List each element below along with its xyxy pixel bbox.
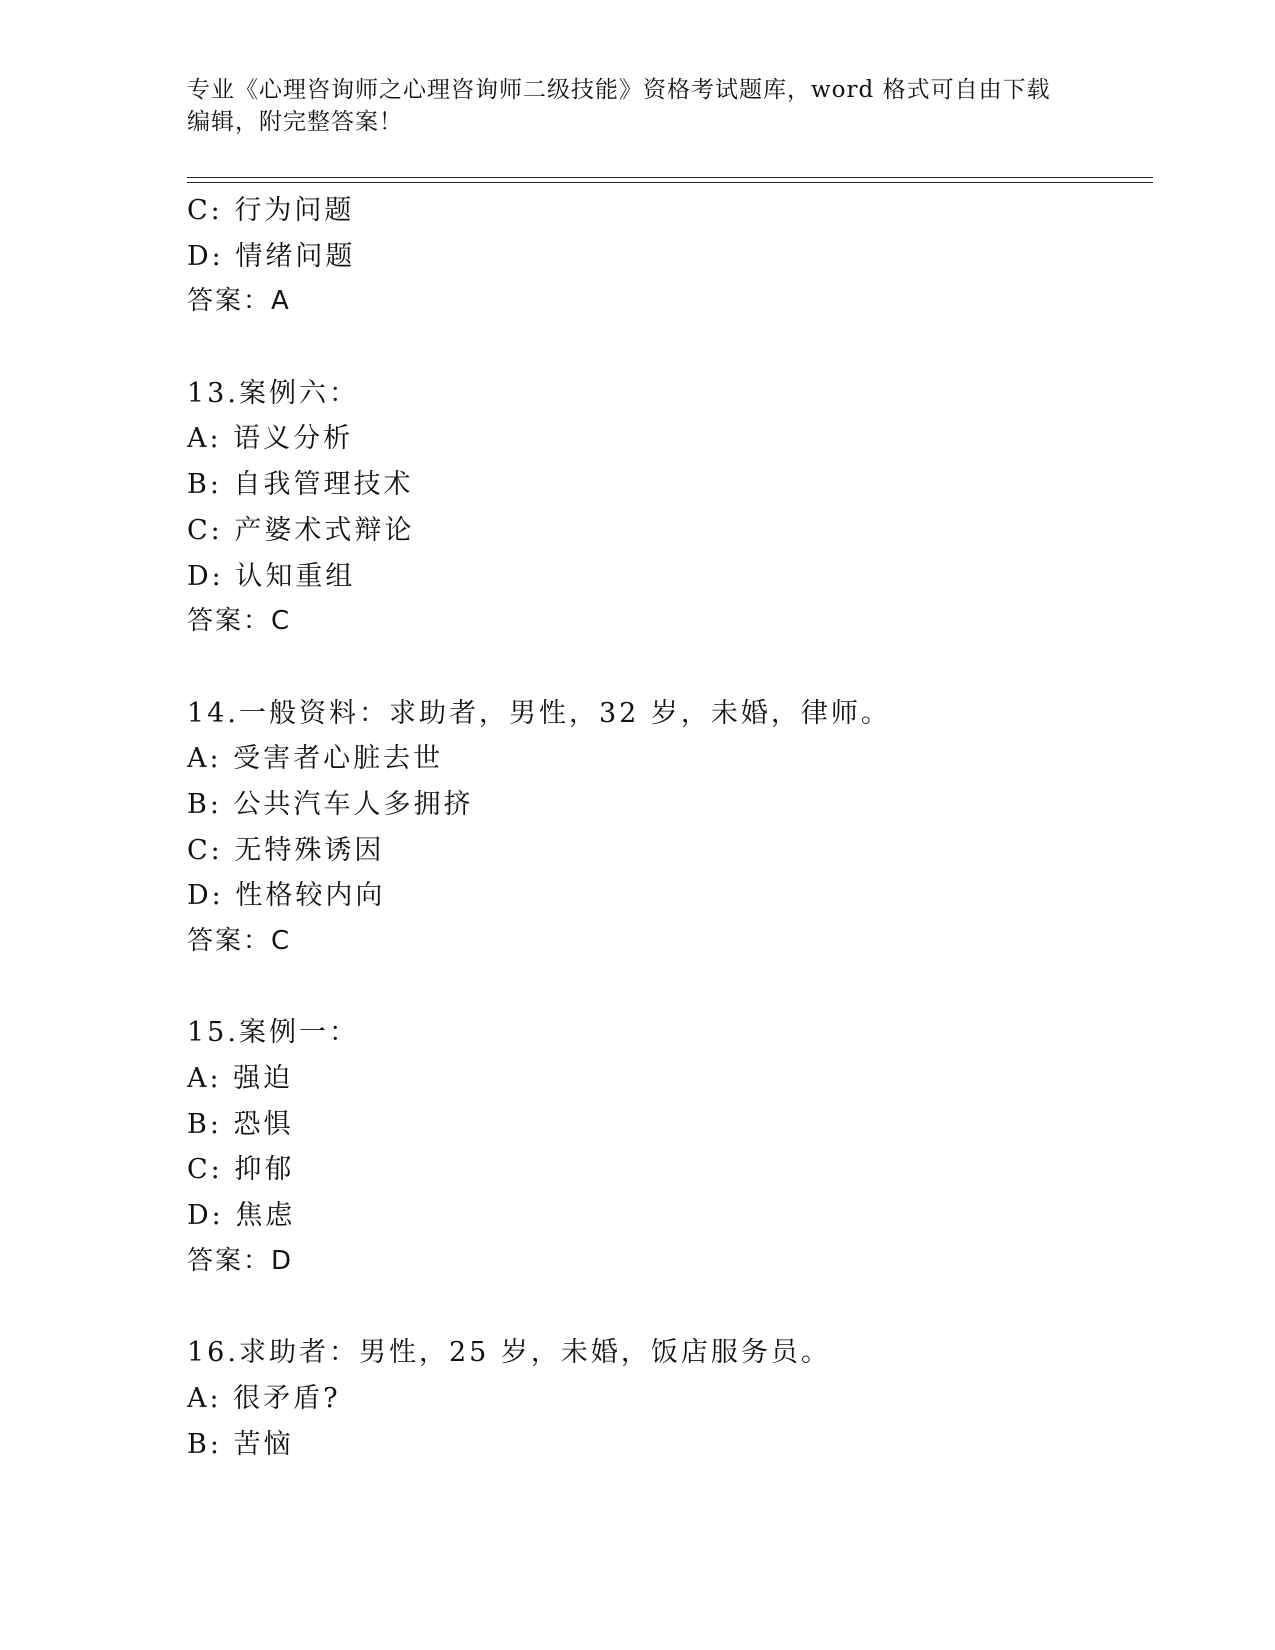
header-line-1: 专业《心理咨询师之心理咨询师二级技能》资格考试题库，word 格式可自由下载 — [187, 77, 1051, 103]
question-list — [187, 188, 1147, 1467]
option-a: A: 强迫 — [187, 1063, 294, 1095]
option-d: D: 认知重组 — [187, 560, 356, 592]
option-a: A: 受害者心脏去世 — [187, 743, 444, 775]
option-b: B: 恐惧 — [187, 1108, 294, 1140]
question-15-title: 15.案例一： — [187, 1017, 359, 1049]
option-c: C: 抑郁 — [187, 1154, 295, 1186]
option-a: A: 语义分析 — [187, 423, 354, 455]
option-d: D: 性格较内向 — [187, 880, 386, 912]
header-rule-top — [187, 177, 1153, 178]
question-14-title: 14.一般资料：求助者，男性，32 岁，未婚，律师。 — [187, 697, 891, 729]
question-16-title: 16.求助者：男性，25 岁，未婚，饭店服务员。 — [187, 1337, 831, 1369]
option-b: B: 自我管理技术 — [187, 469, 414, 501]
option-c: C: 行为问题 — [187, 195, 355, 226]
answer-line: 答案：C — [187, 926, 292, 956]
header-rule-bottom — [187, 182, 1153, 183]
document-header — [187, 74, 1067, 138]
option-b: B: 苦恼 — [187, 1428, 294, 1460]
answer-line: 答案：A — [187, 286, 291, 317]
spacer — [187, 645, 1147, 691]
option-c: C: 产婆术式辩论 — [187, 514, 415, 546]
spacer — [187, 325, 1147, 371]
answer-line: 答案：C — [187, 606, 292, 637]
option-d: D: 情绪问题 — [187, 240, 356, 272]
spacer — [187, 965, 1147, 1011]
question-13-title: 13.案例六： — [187, 377, 359, 409]
spacer — [187, 1285, 1147, 1331]
header-line-2: 编辑，附完整答案！ — [187, 109, 403, 135]
option-a: A: 很矛盾? — [187, 1382, 341, 1414]
option-b: B: 公共汽车人多拥挤 — [187, 788, 474, 820]
answer-line: 答案：D — [187, 1245, 294, 1276]
option-d: D: 焦虑 — [187, 1200, 296, 1232]
option-c: C: 无特殊诱因 — [187, 834, 385, 866]
